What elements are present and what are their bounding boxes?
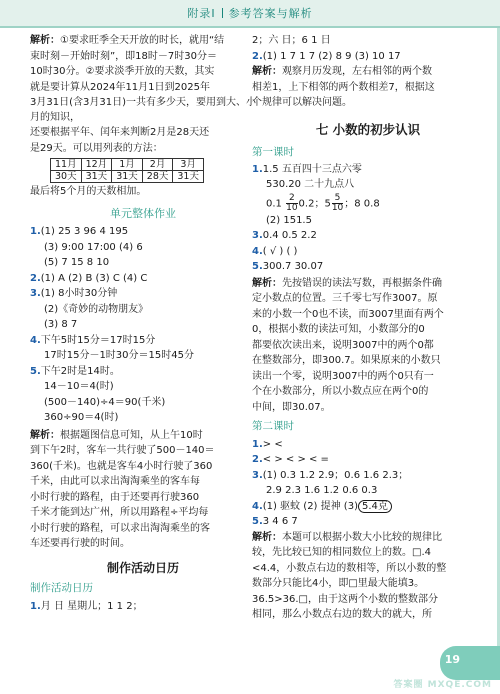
analysis-line: 解析：观察月历发现，左右相邻的两个数 — [252, 66, 432, 77]
analysis-line: 相差1，上下相邻的两个数相差7，根据这 — [252, 81, 435, 93]
analysis-block-5 — [252, 531, 484, 623]
analysis-line: 解析：根据题图信息可知，从上午10时 — [30, 429, 203, 441]
month-days-table — [50, 158, 204, 183]
compare-answer-2: 2.< > < > < = — [252, 454, 329, 466]
lesson-1-title: 第一课时 — [252, 145, 294, 158]
header-subject: 参考答案与解析 — [228, 7, 313, 20]
compare-answer-3-line: 2.9 2.3 1.6 1.2 0.6 0.3 — [266, 485, 378, 497]
table-cell: 31天 — [81, 171, 112, 183]
analysis-line: 千米，由此可以求出淘淘乘坐的客车每 — [30, 476, 200, 488]
table-row — [51, 159, 204, 171]
analysis-line: 定小数点的位置。三千零七写作3007。原 — [252, 293, 438, 305]
analysis-line: 解析：①要求旺季全天开放的时长，就用“结 — [30, 35, 225, 46]
fraction: $\frac{5}{10}$ — [331, 192, 344, 213]
analysis-line: 就是要计算从2024年11月1日到2025年 — [30, 81, 210, 93]
compare-answer-1: 1.> < — [252, 438, 283, 450]
analysis-line: 0，根据小数的读法可知，小数部分的0 — [252, 324, 425, 336]
analysis-line: 在整数部分，即300.7。如果原来的小数只 — [252, 355, 441, 367]
table-cell: 31天 — [112, 171, 143, 183]
analysis-line: 解析：先按错误的读法写数，再根据条件确 — [252, 277, 442, 289]
table-cell: 31天 — [173, 171, 204, 183]
after-table-note: 最后将5个月的天数相加。 — [30, 186, 147, 197]
answer-1: 1.(1) 25 3 96 4 195 — [30, 226, 129, 238]
analysis-line: 千米才能到达广州，所以用路程÷平均每 — [30, 507, 209, 519]
analysis-line: 还要根据平年、闰年来判断2月是28天还 — [30, 127, 210, 138]
table-cell: 11月 — [51, 159, 82, 171]
decimal-answer-1: 1.1.5 五百四十三点六零 — [252, 163, 362, 175]
analysis-block-4 — [252, 277, 484, 416]
unit-homework-title: 单元整体作业 — [110, 206, 176, 220]
answer-3: 3.(1) 8小时30分钟 — [30, 288, 118, 300]
answer-4: 4.下午5时15分＝17时15分 — [30, 334, 156, 346]
header-divider — [222, 8, 223, 18]
analysis-line: 小时行驶的路程，可以求出淘淘乘坐的客 — [30, 522, 210, 534]
chapter-title: 七 小数的初步认识 — [315, 121, 421, 137]
analysis-line: 是29天。可以用列表的方法： — [30, 142, 163, 154]
analysis-line: 都要依次读出来，说明3007中的两个0都 — [252, 339, 434, 351]
header-rule — [0, 26, 500, 28]
compare-answer-3: 3.(1) 0.3 1.2 2.9；0.6 1.6 2.3； — [252, 469, 409, 481]
analysis-line: 束时刻－开始时刻”，即18时－7时30分＝ — [30, 50, 217, 62]
decimal-answer-1-line: 530.20 二十九点八 — [266, 179, 355, 191]
answer-1-line: (5) 7 15 8 10 — [44, 257, 110, 269]
sub-title: 制作活动日历 — [30, 582, 93, 595]
circled-answer: 5.4克 — [358, 500, 392, 513]
answer-5-line: 14－10＝4(时) — [44, 381, 114, 393]
analysis-line: 个在小数部分，所以小数点应在两个0的 — [252, 386, 429, 398]
answer-5: 5.下午2时是14时。 — [30, 365, 120, 377]
header-appendix: 附录Ⅰ — [187, 7, 216, 20]
table-cell: 12月 — [81, 159, 112, 171]
compare-answer-5: 5.3 4 6 7 — [252, 516, 298, 528]
decimal-answer-4: 4.( √ ) ( ) — [252, 245, 298, 257]
table-cell: 1月 — [112, 159, 143, 171]
compare-answer-4: 4.(1) 驱蚊 (2) 提神 (3) 5.4克 — [252, 500, 484, 515]
answer-4-line: 17时15分－1时30分＝15时45分 — [44, 350, 194, 362]
analysis-line: 数部分只能比4小，即□里最大能填3。 — [252, 578, 425, 590]
right-column — [252, 34, 484, 624]
analysis-line: 解析：本题可以根据小数大小比较的规律比 — [252, 531, 442, 543]
analysis-line: 36.5>36.□，由于这两个小数的整数部分 — [252, 593, 438, 605]
analysis-block-1 — [30, 34, 256, 156]
answer-5-line: (500－140)÷4＝90(千米) — [44, 396, 166, 408]
analysis-line: 车还要再行驶的时间。 — [30, 538, 130, 550]
answer-5-line: 360÷90＝4(时) — [44, 412, 119, 424]
table-cell: 2月 — [142, 159, 173, 171]
table-cell: 30天 — [51, 171, 82, 183]
analysis-line: 读出一个零，说明3007中的两个0只有一 — [252, 370, 434, 382]
value-text: 0.1 — [266, 198, 286, 210]
analysis-line: 较，先比较已知的相同数位上的数。□.4 — [252, 547, 431, 559]
fraction: $\frac{2}{10}$ — [286, 192, 298, 213]
watermark-logo: 答案圈 MXQE.COM — [393, 679, 492, 690]
answer-3-line: (3) 8 7 — [44, 319, 78, 331]
analysis-line: 相同，那么小数点右边的数大的就大，所 — [252, 609, 432, 621]
table-cell: 28天 — [142, 171, 173, 183]
page-header — [0, 0, 500, 26]
analysis-block-3 — [252, 65, 484, 111]
analysis-line: 个规律可以解决问题。 — [252, 97, 352, 108]
header-title — [0, 6, 500, 22]
analysis-line: 10时30分。②要求淡季开放的天数，其实 — [30, 66, 215, 77]
section-title: 制作活动日历 — [106, 560, 179, 575]
analysis-line: 中间，即30.07。 — [252, 401, 331, 413]
analysis-line: 小时行驶的路程，由于还要再行驶360 — [30, 491, 200, 503]
table-row — [51, 171, 204, 183]
decimal-answer-1-line: (2) 151.5 — [266, 214, 312, 226]
continued-line: 2；六 日；6 1 日 — [252, 35, 331, 46]
analysis-line: 360(千米)。也就是客车4小时行驶了360 — [30, 460, 213, 472]
decimal-answer-5: 5.300.7 30.07 — [252, 261, 324, 273]
left-column — [30, 34, 256, 615]
activity-answer-1: 1.月 日 星期儿；1 1 2； — [30, 600, 143, 612]
page-number: 19 — [444, 653, 460, 667]
table-cell: 3月 — [173, 159, 204, 171]
decimal-answer-3: 3.0.4 0.5 2.2 — [252, 230, 317, 242]
analysis-line: <4.4，小数点右边的数相等，所以小数的整 — [252, 562, 447, 574]
analysis-line: 3月31日(含3月31日)一共有多少天，要用到大、小月的知识， — [30, 97, 256, 123]
lesson-2-title: 第二课时 — [252, 420, 294, 433]
analysis-line: 到下午2时，客车一共行驶了500－140＝ — [30, 445, 215, 457]
answer-2-right: 2.(1) 1 7 1 7 (2) 8 9 (3) 10 17 — [252, 50, 401, 62]
answer-2: 2.(1) A (2) B (3) C (4) C — [30, 272, 148, 284]
analysis-block-2 — [30, 429, 256, 552]
answer-1-line: (3) 9:00 17:00 (4) 6 — [44, 241, 143, 253]
answer-3-line: (2)《奇妙的动物朋友》 — [44, 303, 149, 315]
analysis-line: 来的小数一个0也不读，而3007里面有两个 — [252, 308, 444, 320]
decimal-answer-1-fraction-line: 0.1 $\frac{2}{10}$ 0.2；5 $\frac{5}{10}$ ；8 0.8 — [266, 192, 380, 213]
